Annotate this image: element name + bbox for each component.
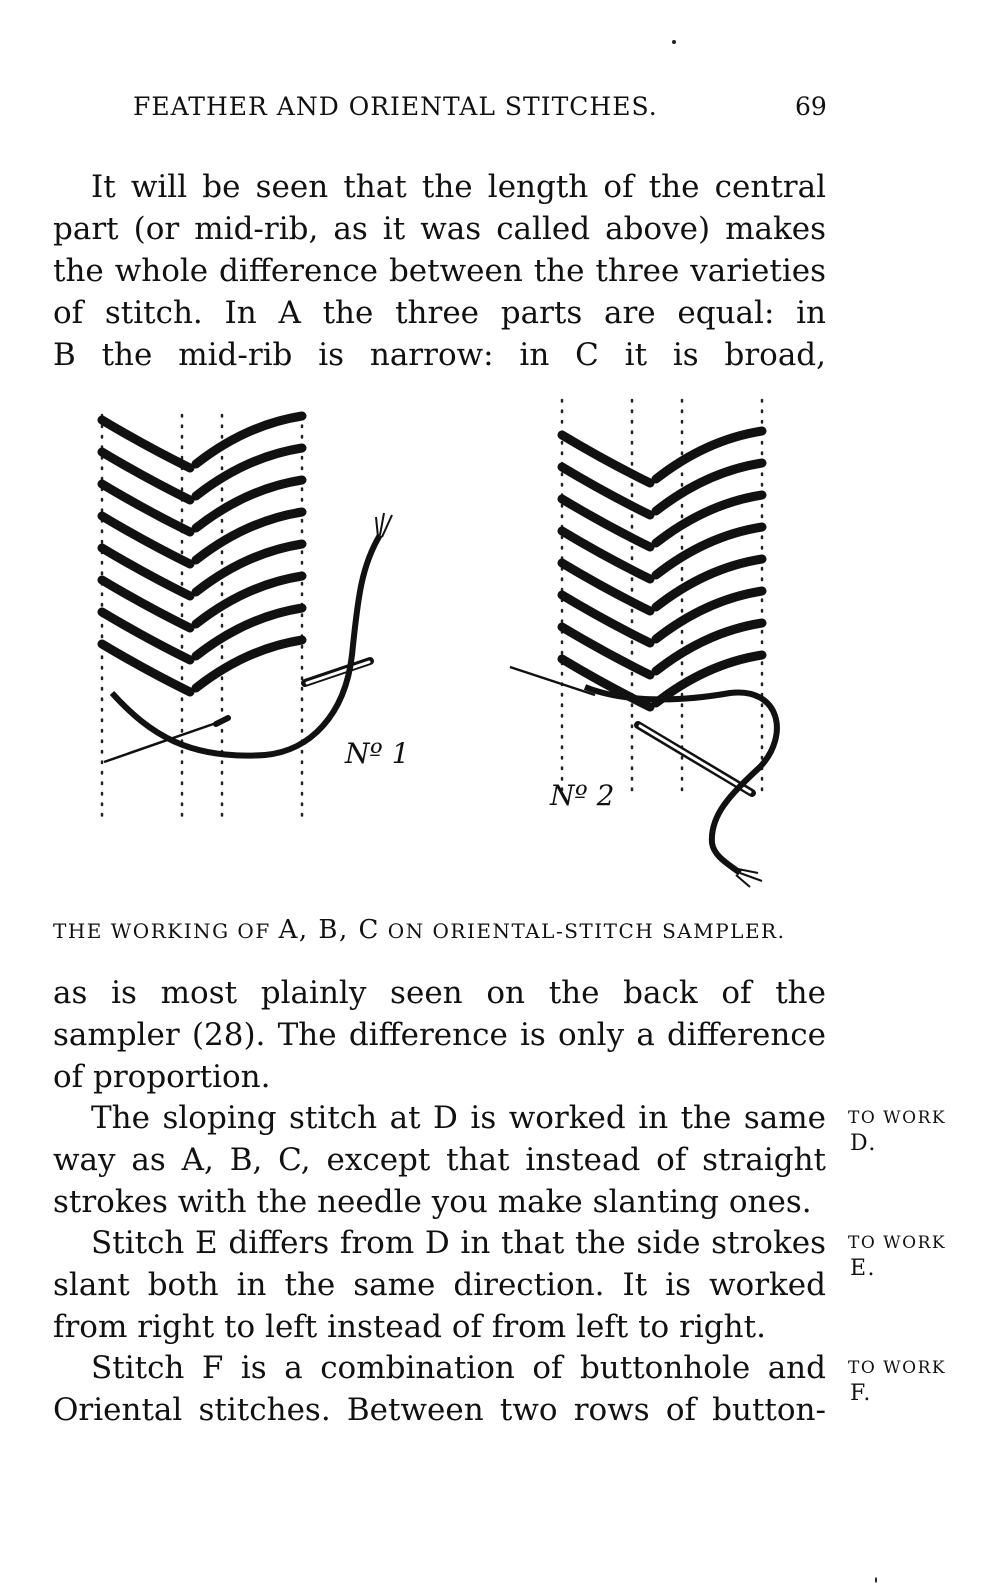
print-speck bbox=[875, 1577, 877, 1583]
margin-note-e bbox=[848, 1230, 968, 1282]
caption-text: ON ORIENTAL-STITCH SAMPLER. bbox=[379, 919, 786, 943]
figure-caption bbox=[53, 915, 833, 945]
paragraph-proportion bbox=[53, 972, 826, 1098]
text-line: as is most plainly seen on the back of the bbox=[53, 975, 826, 1011]
thread-end-no1 bbox=[376, 513, 392, 537]
text-line: the whole difference between the three varieties bbox=[53, 253, 826, 289]
text-line: Stitch F is a combination of buttonhole and bbox=[91, 1350, 826, 1386]
margin-note-d bbox=[848, 1105, 968, 1157]
margin-note-label: TO WORK bbox=[848, 1358, 947, 1378]
margin-note-letter: D. bbox=[850, 1131, 877, 1156]
text-line: It will be seen that the length of the central bbox=[91, 169, 826, 205]
margin-note-label: TO WORK bbox=[848, 1108, 947, 1128]
text-line: of proportion. bbox=[53, 1059, 271, 1095]
paragraph-stitch-d bbox=[53, 1097, 826, 1223]
text-line: B the mid-rib is narrow: in C it is broad, bbox=[53, 337, 826, 373]
figure-label-1: Nº 1 bbox=[345, 737, 410, 770]
figure-label-2: Nº 2 bbox=[550, 779, 615, 812]
text-line: from right to left instead of from left to right. bbox=[53, 1309, 766, 1345]
needle-no1-lower bbox=[104, 721, 222, 762]
text-line: sampler (28). The difference is only a difference bbox=[53, 1017, 826, 1053]
text-line: part (or mid-rib, as it was called above) makes bbox=[53, 211, 826, 247]
text-line: Stitch E differs from D in that the side strokes bbox=[91, 1225, 826, 1261]
needle-eye-icon bbox=[216, 718, 228, 724]
margin-note-letter: F. bbox=[850, 1381, 872, 1406]
page-header bbox=[0, 88, 1000, 128]
text-line: way as A, B, C, except that instead of straight bbox=[53, 1142, 826, 1178]
stitch-illustration bbox=[90, 395, 790, 900]
paragraph-varieties bbox=[53, 166, 826, 376]
text-line: Oriental stitches. Between two rows of button- bbox=[53, 1392, 826, 1428]
print-speck bbox=[672, 40, 676, 44]
sample-no2 bbox=[510, 400, 777, 887]
margin-note-letter: E. bbox=[850, 1256, 877, 1281]
text-line: The sloping stitch at D is worked in the same bbox=[91, 1100, 826, 1136]
margin-note-label: TO WORK bbox=[848, 1233, 947, 1253]
text-line: slant both in the same direction. It is worked bbox=[53, 1267, 826, 1303]
caption-text: THE WORKING OF bbox=[53, 919, 279, 943]
stitch-right-stroke bbox=[196, 416, 302, 464]
paragraph-stitch-e bbox=[53, 1222, 826, 1348]
text-line: of stitch. In A the three parts are equal: in bbox=[53, 295, 826, 331]
stitch-right-stroke bbox=[656, 431, 762, 479]
page-number: 69 bbox=[795, 92, 827, 121]
needle-highlight bbox=[307, 662, 369, 683]
running-head: FEATHER AND ORIENTAL STITCHES. bbox=[133, 92, 658, 121]
text-line: strokes with the needle you make slanting ones. bbox=[53, 1184, 812, 1220]
needle-highlight bbox=[640, 726, 750, 792]
caption-letters: A, B, C bbox=[278, 915, 380, 945]
stitch-drawing bbox=[90, 395, 790, 900]
margin-note-f bbox=[848, 1355, 968, 1407]
paragraph-stitch-f bbox=[53, 1347, 826, 1431]
sample-no1 bbox=[102, 415, 409, 820]
